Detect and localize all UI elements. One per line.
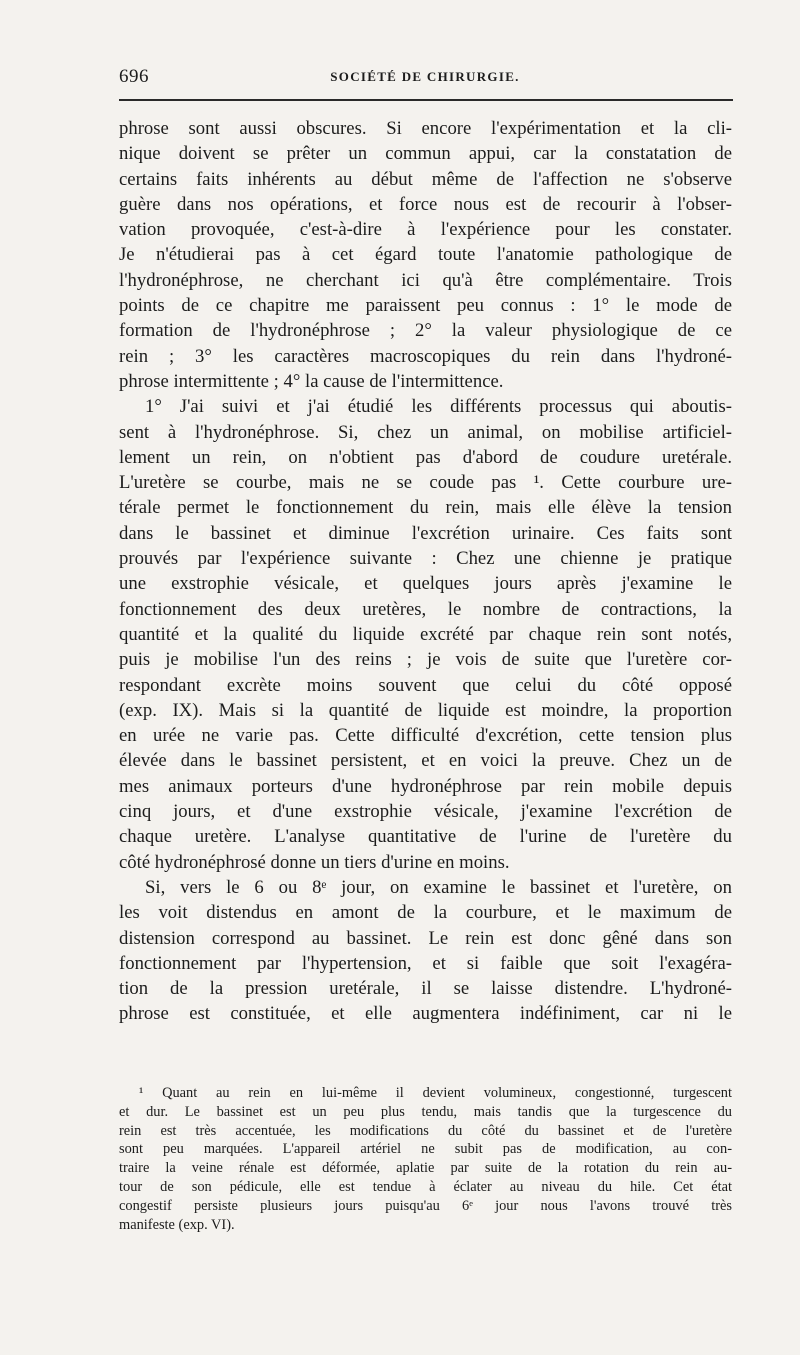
body-line: nique doivent se prêter un commun appui, car la constatation de [119,143,732,165]
body-line: (exp. IX). Mais si la quantité de liquide est moindre, la proportion [119,699,732,721]
body-line: lement un rein, on n'obtient pas d'abord de coudure uretérale. [119,446,732,468]
body-line: élevée dans le bassinet persistent, et en voici la preuve. Chez un de [119,750,732,772]
footnote-line: traire la veine rénale est déformée, aplatie par suite de la rotation du rein au- [119,1160,732,1177]
footnote-line: et dur. Le bassinet est un peu plus tendu, mais tandis que la turgescence du [119,1103,732,1120]
body-line: respondant excrète moins souvent que celui du côté opposé [119,674,732,696]
body-line: Si, vers le 6 ou 8ᵉ jour, on examine le bassinet et l'uretère, on [145,876,732,898]
body-line: fonctionnement des deux uretères, le nombre de contractions, la [119,598,732,620]
body-text [119,116,732,1027]
body-line: une exstrophie vésicale, et quelques jours après j'examine le [119,573,732,595]
body-line: prouvés par l'expérience suivante : Chez une chienne je pratique [119,548,732,570]
body-line: 1° J'ai suivi et j'ai étudié les différents processus qui aboutis- [145,396,732,418]
body-line: chaque uretère. L'analyse quantitative de l'urine de l'uretère du [119,826,732,848]
body-line: cinq jours, et d'une exstrophie vésicale, j'examine l'excrétion de [119,801,732,823]
running-title: SOCIÉTÉ DE CHIRURGIE. [330,69,520,84]
body-line: en urée ne varie pas. Cette difficulté d'excrétion, cette tension plus [119,725,732,747]
body-line: côté hydronéphrosé donne un tiers d'urine en moins. [119,851,510,873]
body-line: puis je mobilise l'un des reins ; je vois de suite que l'uretère cor- [119,649,732,671]
page-header [119,66,731,94]
body-line: mes animaux porteurs d'une hydronéphrose par rein mobile depuis [119,775,732,797]
body-line: guère dans nos opérations, et force nous est de recourir à l'obser- [119,193,732,215]
footnote-line: congestif persiste plusieurs jours puisqu'au 6ᵉ jour nous l'avons trouvé très [119,1197,732,1214]
body-line: les voit distendus en amont de la courbure, et le maximum de [119,902,732,924]
body-line: certains faits inhérents au début même de l'affection ne s'observe [119,168,732,190]
footnote-line: sont peu marquées. L'appareil artériel ne subit pas de modification, au con- [119,1141,732,1158]
footnotes [119,1084,732,1234]
body-line: quantité et la qualité du liquide excrété par chaque rein sont notés, [119,623,732,645]
body-line: sent à l'hydronéphrose. Si, chez un animal, on mobilise artificiel- [119,421,732,443]
body-line: térale permet le fonctionnement du rein, mais elle élève la tension [119,497,732,519]
body-line: fonctionnement par l'hypertension, et si faible que soit l'exagéra- [119,952,732,974]
body-line: l'hydronéphrose, ne cherchant ici qu'à être complémentaire. Trois [119,269,732,291]
body-line: L'uretère se courbe, mais ne se coude pas ¹. Cette courbure ure- [119,472,732,494]
body-line: Je n'étudierai pas à cet égard toute l'anatomie pathologique de [119,244,732,266]
body-line: dans le bassinet et diminue l'excrétion urinaire. Ces faits sont [119,522,732,544]
footnote-line: manifeste (exp. VI). [119,1216,235,1233]
body-line: phrose est constituée, et elle augmentera indéfiniment, car ni le [119,1003,732,1025]
body-line: phrose intermittente ; 4° la cause de l'intermittence. [119,370,504,392]
body-line: distension correspond au bassinet. Le rein est donc gêné dans son [119,927,732,949]
header-rule [119,99,733,101]
body-line: formation de l'hydronéphrose ; 2° la valeur physiologique de ce [119,320,732,342]
footnote-line: rein est très accentuée, les modifications du côté du bassinet et de l'uretère [119,1122,732,1139]
body-line: phrose sont aussi obscures. Si encore l'expérimentation et la cli- [119,118,732,139]
body-line: rein ; 3° les caractères macroscopiques du rein dans l'hydroné- [119,345,732,367]
page-number: 696 [119,66,149,87]
body-line: vation provoquée, c'est-à-dire à l'expérience pour les constater. [119,219,732,241]
body-line: tion de la pression uretérale, il se laisse distendre. L'hydroné- [119,978,732,1000]
footnote-line: ¹ Quant au rein en lui-même il devient volumineux, congestionné, turgescent [139,1085,732,1101]
footnote-line: tour de son pédicule, elle est tendue à éclater au niveau du hile. Cet état [119,1178,732,1195]
body-line: points de ce chapitre me paraissent peu connus : 1° le mode de [119,295,732,317]
